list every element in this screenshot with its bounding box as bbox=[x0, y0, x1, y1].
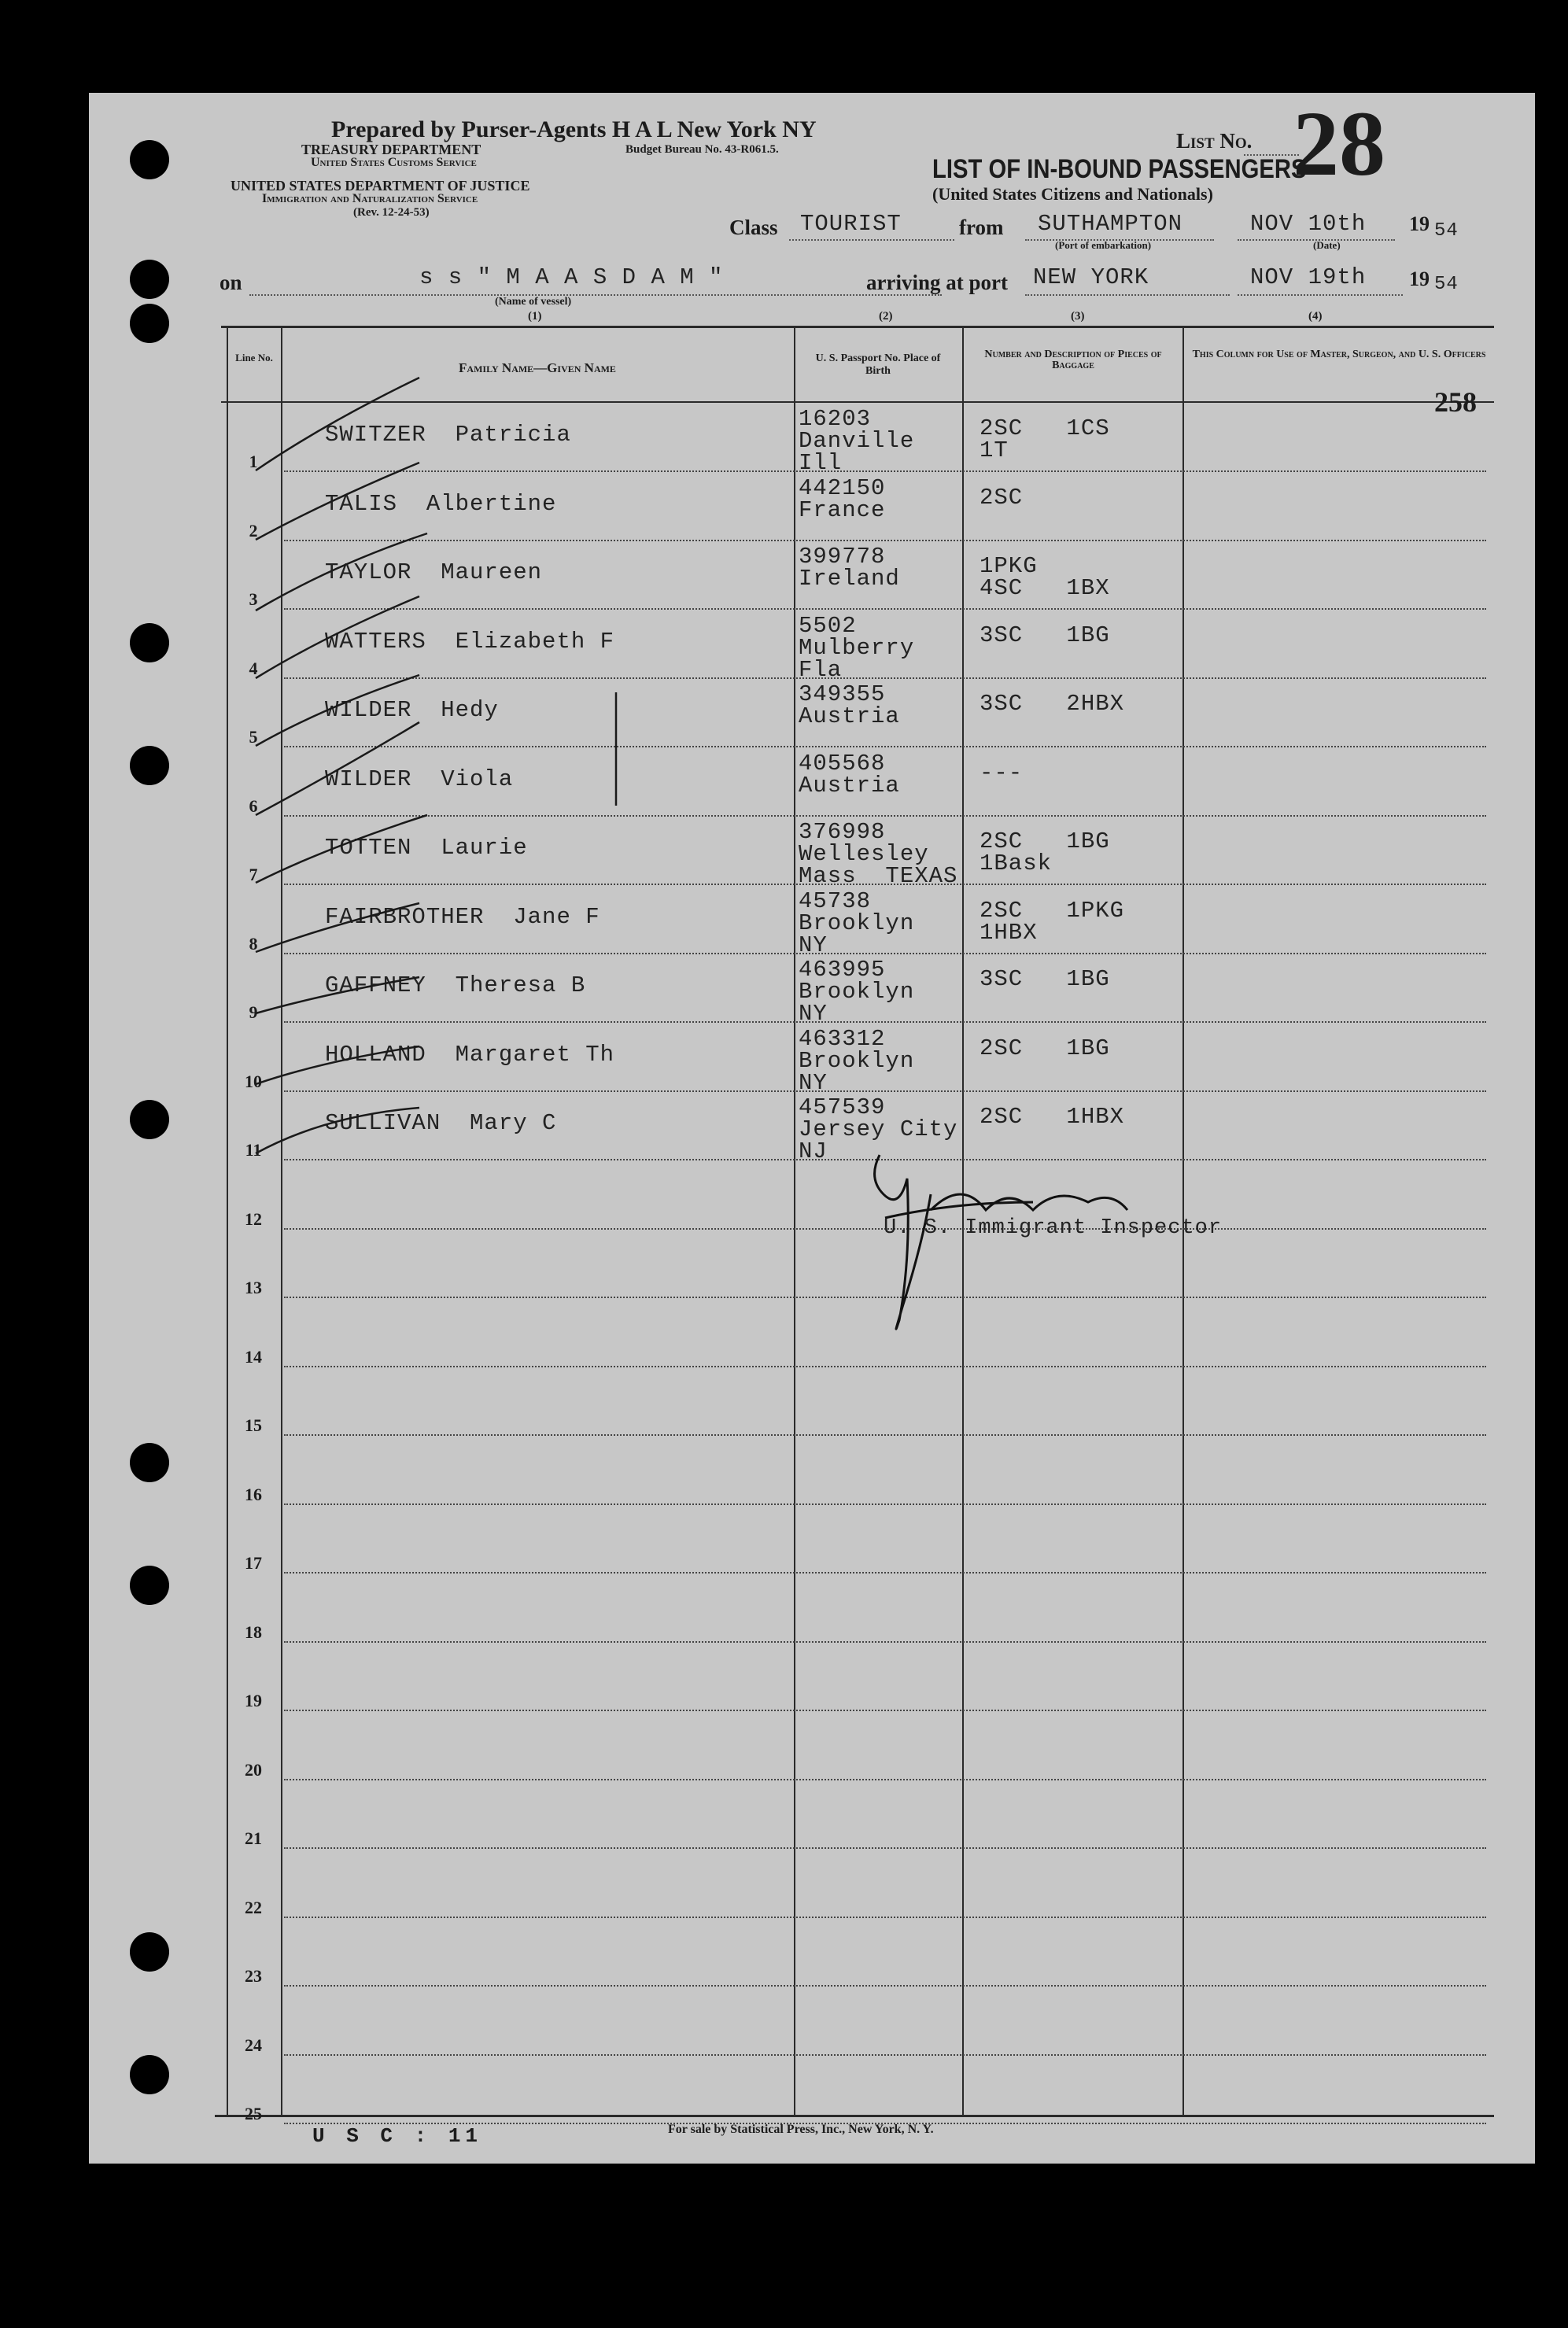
line-number: 21 bbox=[245, 1828, 262, 1848]
line-number: 18 bbox=[245, 1621, 262, 1642]
class-label: Class bbox=[729, 216, 778, 239]
year-2: 54 bbox=[1434, 274, 1459, 295]
passport-birthplace: 442150 bbox=[799, 474, 886, 501]
line-number: 9 bbox=[249, 1002, 258, 1022]
line-number: 3 bbox=[249, 589, 258, 609]
passport-birthplace: Ireland bbox=[799, 566, 900, 592]
table-top-border bbox=[221, 326, 1494, 328]
baggage-description: 2SC 1HBX bbox=[980, 1104, 1125, 1130]
binder-hole bbox=[130, 1932, 169, 1972]
year-prefix-1: 19 bbox=[1409, 212, 1430, 235]
row-rule bbox=[284, 2054, 1486, 2056]
passport-birthplace: Mass TEXAS bbox=[799, 863, 958, 889]
baggage-description: --- bbox=[980, 759, 1024, 786]
col-header-officers: This Column for Use of Master, Surgeon, and U. S. Officers bbox=[1192, 349, 1486, 360]
line-number: 5 bbox=[249, 727, 258, 747]
line-number: 1 bbox=[249, 452, 258, 471]
passenger-name: TALIS Albertine bbox=[325, 490, 557, 517]
passport-birthplace: Brooklyn bbox=[799, 979, 915, 1005]
baggage-description: 4SC 1BX bbox=[980, 575, 1110, 601]
ins-caption: Immigration and Naturalization Service bbox=[262, 192, 478, 205]
line-number: 19 bbox=[245, 1691, 262, 1710]
customs-service: United States Customs Service bbox=[311, 156, 477, 169]
inspector-signature bbox=[875, 1155, 1127, 1329]
row-rule bbox=[284, 953, 1486, 954]
line-number: 20 bbox=[245, 1759, 262, 1780]
passport-birthplace: Brooklyn bbox=[799, 1047, 915, 1074]
line-number: 13 bbox=[245, 1278, 262, 1297]
row-rule bbox=[284, 746, 1486, 747]
passport-birthplace: Fla bbox=[799, 656, 843, 683]
col-num-2: (2) bbox=[879, 310, 893, 323]
date-2: NOV 19th bbox=[1250, 264, 1367, 290]
list-no-label: List No. bbox=[1176, 129, 1253, 153]
from-value: SUTHAMPTON bbox=[1038, 211, 1183, 237]
baggage-description: 2SC 1CS bbox=[980, 415, 1110, 441]
form-subtitle: (United States Citizens and Nationals) bbox=[932, 184, 1213, 204]
row-rule bbox=[284, 1847, 1486, 1849]
line-number: 2 bbox=[249, 520, 258, 540]
class-value: TOURIST bbox=[800, 211, 902, 237]
baggage-description: 3SC 1BG bbox=[980, 966, 1110, 992]
date-caption: (Date) bbox=[1313, 239, 1341, 251]
passport-birthplace: 405568 bbox=[799, 750, 886, 777]
passport-birthplace: Austria bbox=[799, 772, 900, 799]
row-rule bbox=[284, 608, 1486, 610]
line-number: 7 bbox=[249, 865, 258, 884]
line-number: 12 bbox=[245, 1208, 262, 1229]
baggage-description: 1HBX bbox=[980, 919, 1038, 946]
passport-birthplace: 376998 bbox=[799, 819, 886, 845]
passenger-name: FAIRBROTHER Jane F bbox=[325, 903, 600, 930]
passport-birthplace: NJ bbox=[799, 1138, 828, 1164]
row-rule bbox=[284, 1985, 1486, 1987]
vessel-name: s s " M A A S D A M " bbox=[419, 264, 724, 290]
passport-birthplace: NY bbox=[799, 932, 828, 958]
passport-birthplace: 16203 bbox=[799, 406, 872, 432]
prepared-by-line: Prepared by Purser-Agents H A L New York NY bbox=[331, 116, 817, 142]
col-divider-line bbox=[227, 326, 228, 2116]
passenger-name: SWITZER Patricia bbox=[325, 422, 571, 448]
form-title: LIST OF IN-BOUND PASSENGERS bbox=[932, 154, 1307, 184]
passport-birthplace: Ill bbox=[799, 450, 843, 476]
baggage-description: 1T bbox=[980, 437, 1009, 463]
binder-hole bbox=[130, 1100, 169, 1139]
annotation-258: 258 bbox=[1434, 386, 1477, 418]
baggage-description: 2SC 1BG bbox=[980, 1035, 1110, 1061]
passenger-name: SULLIVAN Mary C bbox=[325, 1110, 557, 1136]
list-no-value: 28 bbox=[1293, 93, 1385, 195]
passport-birthplace: 349355 bbox=[799, 681, 886, 707]
binder-hole bbox=[130, 1566, 169, 1605]
row-rule bbox=[284, 677, 1486, 679]
col-header-passport: U. S. Passport No. Place of Birth bbox=[815, 352, 941, 377]
binder-hole bbox=[130, 140, 169, 179]
line-number: 22 bbox=[245, 1897, 262, 1917]
col-header-baggage: Number and Description of Pieces of Baggage bbox=[984, 349, 1162, 371]
passport-birthplace: Jersey City bbox=[799, 1116, 958, 1142]
passport-birthplace: Brooklyn bbox=[799, 909, 915, 936]
line-number: 24 bbox=[245, 2035, 262, 2055]
date-1: NOV 10th bbox=[1250, 211, 1367, 237]
rev-date: (Rev. 12-24-53) bbox=[353, 206, 430, 219]
line-number: 4 bbox=[249, 658, 258, 678]
passport-birthplace: Wellesley bbox=[799, 841, 929, 867]
line-number: 15 bbox=[245, 1415, 262, 1435]
col-divider-name bbox=[281, 326, 282, 2116]
binder-hole bbox=[130, 746, 169, 785]
binder-hole bbox=[130, 304, 169, 343]
row-rule bbox=[284, 1572, 1486, 1574]
baggage-description: 1PKG bbox=[980, 553, 1038, 579]
col-header-line-no: Line No. bbox=[235, 352, 273, 363]
passport-birthplace: 457539 bbox=[799, 1094, 886, 1120]
baggage-description: 2SC 1PKG bbox=[980, 897, 1125, 924]
line-number: 23 bbox=[245, 1966, 262, 1986]
row-rule bbox=[284, 540, 1486, 541]
row-rule bbox=[284, 1710, 1486, 1711]
row-rule bbox=[284, 1297, 1486, 1298]
treasury-department: TREASURY DEPARTMENT bbox=[301, 142, 481, 157]
passenger-name: WILDER Hedy bbox=[325, 697, 499, 723]
year-prefix-2: 19 bbox=[1409, 267, 1430, 290]
baggage-description: 3SC 1BG bbox=[980, 622, 1110, 648]
baggage-description: 2SC bbox=[980, 484, 1024, 511]
line-number: 8 bbox=[249, 933, 258, 954]
passport-birthplace: NY bbox=[799, 1001, 828, 1027]
passport-birthplace: 5502 bbox=[799, 612, 857, 639]
passenger-name: WATTERS Elizabeth F bbox=[325, 628, 615, 655]
row-rule bbox=[284, 1779, 1486, 1780]
year-1: 54 bbox=[1434, 220, 1459, 242]
row-rule bbox=[284, 470, 1486, 472]
header-bottom-border bbox=[221, 401, 1494, 403]
row-rule bbox=[284, 1503, 1486, 1505]
footer-usc: U S C : 11 bbox=[312, 2124, 483, 2148]
passport-birthplace: 399778 bbox=[799, 544, 886, 570]
arriving-label: arriving at port bbox=[866, 271, 1008, 294]
row-rule bbox=[284, 1366, 1486, 1367]
footer-printer: For sale by Statistical Press, Inc., New York, N. Y. bbox=[668, 2123, 934, 2136]
line-number: 16 bbox=[245, 1484, 262, 1504]
passport-birthplace: 463312 bbox=[799, 1025, 886, 1052]
table-bottom-border bbox=[215, 2115, 1494, 2117]
arrival-port: NEW YORK bbox=[1033, 264, 1149, 290]
line-number: 10 bbox=[245, 1071, 262, 1091]
line-number: 25 bbox=[245, 2104, 262, 2123]
row-rule bbox=[284, 1917, 1486, 1918]
col-num-3: (3) bbox=[1071, 310, 1085, 323]
passenger-name: TOTTEN Laurie bbox=[325, 835, 528, 861]
manifest-page bbox=[89, 93, 1535, 2164]
on-label: on bbox=[220, 271, 242, 294]
passport-birthplace: Austria bbox=[799, 703, 900, 729]
baggage-description: 1Bask bbox=[980, 850, 1053, 876]
inspector-caption: U. S. Immigrant Inspector bbox=[884, 1216, 1223, 1240]
line-number: 17 bbox=[245, 1553, 262, 1573]
port-embark-caption: (Port of embarkation) bbox=[1055, 239, 1152, 251]
binder-hole bbox=[130, 260, 169, 299]
line-number: 14 bbox=[245, 1346, 262, 1367]
row-rule bbox=[284, 1641, 1486, 1643]
vessel-caption: (Name of vessel) bbox=[495, 296, 572, 308]
line-number: 6 bbox=[249, 795, 258, 816]
binder-hole bbox=[130, 2055, 169, 2094]
department-of-justice: UNITED STATES DEPARTMENT OF JUSTICE bbox=[231, 178, 530, 194]
row-rule bbox=[284, 1159, 1486, 1160]
passenger-name: WILDER Viola bbox=[325, 766, 514, 792]
col-header-name: Family Name—Given Name bbox=[459, 360, 616, 375]
col-num-1: (1) bbox=[528, 310, 542, 323]
row-rule bbox=[284, 1434, 1486, 1436]
passport-birthplace: France bbox=[799, 496, 886, 523]
row-rule bbox=[284, 1021, 1486, 1023]
row-rule bbox=[284, 1090, 1486, 1092]
passport-birthplace: Danville bbox=[799, 428, 915, 454]
budget-bureau: Budget Bureau No. 43-R061.5. bbox=[625, 143, 779, 156]
passport-birthplace: 463995 bbox=[799, 957, 886, 983]
passenger-name: GAFFNEY Theresa B bbox=[325, 972, 586, 998]
baggage-description: 2SC 1BG bbox=[980, 828, 1110, 854]
passport-birthplace: 45738 bbox=[799, 887, 872, 914]
from-label: from bbox=[959, 216, 1004, 239]
col-num-4: (4) bbox=[1308, 310, 1323, 323]
passenger-name: TAYLOR Maureen bbox=[325, 559, 543, 585]
passport-birthplace: NY bbox=[799, 1069, 828, 1096]
baggage-description: 3SC 2HBX bbox=[980, 691, 1125, 717]
row-rule bbox=[284, 815, 1486, 817]
binder-hole bbox=[130, 623, 169, 662]
passenger-name: HOLLAND Margaret Th bbox=[325, 1041, 615, 1068]
passport-birthplace: Mulberry bbox=[799, 634, 915, 661]
line-number: 11 bbox=[245, 1140, 262, 1160]
binder-hole bbox=[130, 1443, 169, 1482]
